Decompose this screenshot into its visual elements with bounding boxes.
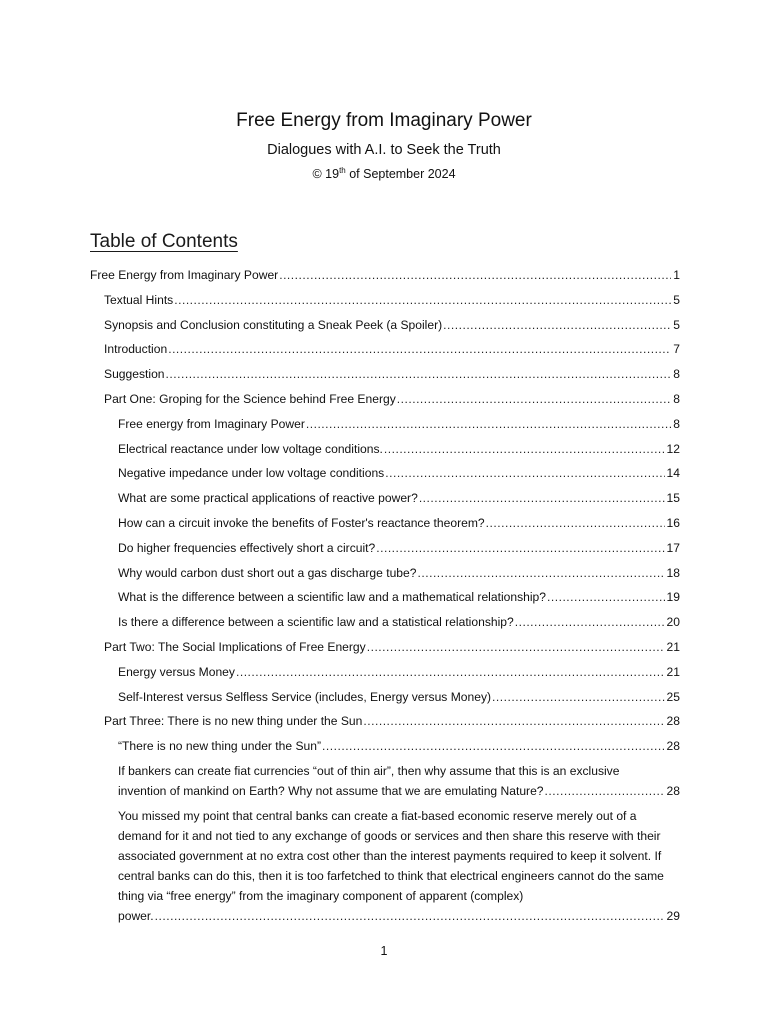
dot-leader (418, 563, 665, 583)
toc-entry-title: Suggestion (104, 367, 165, 382)
toc-entry[interactable] (90, 339, 680, 359)
dot-leader (486, 513, 665, 533)
dot-leader (397, 389, 672, 409)
dot-leader (363, 711, 664, 731)
toc-entry-page: 20 (666, 615, 680, 630)
toc-entry-page: 17 (666, 540, 680, 555)
toc-entry-page: 8 (673, 391, 680, 406)
dot-leader (166, 364, 672, 384)
toc-entry-page: 8 (673, 416, 680, 431)
toc-entry[interactable] (90, 637, 680, 657)
toc-entry-title: Part Two: The Social Implications of Free Energy (104, 639, 366, 654)
toc-entry-page: 7 (673, 342, 680, 357)
toc-entry-title: Electrical reactance under low voltage conditions. (118, 441, 383, 456)
toc-entry[interactable] (90, 414, 680, 434)
toc-entry[interactable] (90, 662, 680, 682)
toc-entry-page: 1 (673, 268, 680, 282)
toc-entry-page: 15 (666, 491, 680, 506)
dot-leader (545, 781, 665, 801)
copyright-suffix: of September 2024 (345, 167, 456, 181)
dot-leader (279, 265, 671, 285)
dot-leader (547, 587, 665, 607)
toc-entry[interactable] (90, 711, 680, 731)
dot-leader (376, 538, 664, 558)
toc-entry[interactable] (90, 736, 680, 756)
toc-entry-page: 16 (666, 515, 680, 530)
toc-entry-page: 5 (673, 317, 680, 332)
toc-entry-page: 19 (666, 590, 680, 605)
dot-leader (174, 290, 671, 310)
toc-entry[interactable] (90, 463, 680, 483)
toc-entry-title: Synopsis and Conclusion constituting a Sneak Peek (a Spoiler) (104, 317, 443, 332)
toc-entry-title: Part One: Groping for the Science behind Free Energy (104, 391, 396, 406)
document-title: Free Energy from Imaginary Power (236, 110, 532, 131)
toc-entry[interactable] (90, 513, 680, 533)
toc-entry-page: 25 (666, 689, 680, 704)
copyright-prefix: © 19 (312, 167, 340, 181)
toc-entry-page: 12 (666, 441, 680, 456)
dot-leader (168, 339, 671, 359)
dot-leader (367, 637, 665, 657)
toc-entry-title: Do higher frequencies effectively short a circuit? (118, 540, 376, 555)
toc-entry[interactable] (90, 488, 680, 508)
toc-entry-title: If bankers can create fiat currencies “out of thin air”, then why assume that this is an exclusive (118, 763, 620, 778)
toc-entry-page: 18 (666, 565, 680, 580)
dot-leader (515, 612, 665, 632)
toc-entry[interactable] (90, 761, 680, 801)
dot-leader (236, 662, 665, 682)
toc-entry[interactable] (90, 538, 680, 558)
toc-entry[interactable] (90, 290, 680, 310)
toc-entry-page: 28 (666, 714, 680, 729)
toc-entry-title: Negative impedance under low voltage conditions (118, 466, 385, 481)
toc-entry-title: Self-Interest versus Selfless Service (includes, Energy versus Money) (118, 689, 492, 704)
toc-entry-title-end: power. (118, 908, 154, 923)
toc-entry-page: 29 (666, 908, 680, 923)
toc-entry-page: 5 (673, 292, 680, 307)
dot-leader (443, 315, 671, 335)
copyright-line (0, 167, 768, 181)
toc-entry-title: What is the difference between a scientific law and a mathematical relationship? (118, 590, 546, 605)
toc-entry-title: Is there a difference between a scientific law and a statistical relationship? (118, 615, 514, 630)
toc-entry-title: Why would carbon dust short out a gas discharge tube? (118, 565, 417, 580)
dot-leader (306, 414, 671, 434)
table-of-contents (90, 265, 680, 931)
toc-heading: Table of Contents (90, 231, 238, 252)
toc-entry-page: 8 (673, 367, 680, 382)
dot-leader (419, 488, 665, 508)
dot-leader (385, 463, 664, 483)
toc-entry-page: 28 (666, 783, 680, 798)
toc-entry-title: Free energy from Imaginary Power (118, 416, 305, 431)
toc-entry-title: What are some practical applications of reactive power? (118, 491, 418, 506)
dot-leader (492, 687, 665, 707)
toc-entry[interactable] (90, 587, 680, 607)
toc-entry-title: How can a circuit invoke the benefits of Foster's reactance theorem? (118, 515, 485, 530)
copyright-ordinal: th (339, 165, 346, 175)
toc-entry-page: 14 (666, 466, 680, 481)
toc-entry[interactable] (90, 563, 680, 583)
toc-entry-title: Energy versus Money (118, 664, 235, 679)
toc-entry-title: You missed my point that central banks can create a fiat-based economic reserve merely out of a demand for it and not tied to any exchange of goods or services and then share this reserve with their associated government at no extra cost other than the interest payments required to keep it solvent. If central banks can do this, then it is too farfetched to think that electrical engineers cannot do the same thing via “free energy” from the imaginary component of apparent (complex) (118, 808, 664, 903)
toc-entry-title: Introduction (104, 342, 168, 357)
dot-leader (322, 736, 665, 756)
page-number: 1 (380, 944, 388, 958)
toc-entry-title: “There is no new thing under the Sun” (118, 739, 322, 754)
toc-entry-title: Free Energy from Imaginary Power (90, 268, 279, 282)
toc-entry-page: 21 (666, 639, 680, 654)
toc-entry-title-end: invention of mankind on Earth? Why not assume that we are emulating Nature? (118, 783, 544, 798)
toc-entry-page: 21 (666, 664, 680, 679)
toc-entry[interactable] (90, 364, 680, 384)
toc-entry[interactable] (90, 687, 680, 707)
dot-leader (384, 439, 665, 459)
toc-entry[interactable] (90, 439, 680, 459)
toc-entry-title: Textual Hints (104, 292, 174, 307)
toc-entry[interactable] (90, 389, 680, 409)
toc-entry-page: 28 (666, 739, 680, 754)
dot-leader (155, 906, 665, 926)
toc-entry-title: Part Three: There is no new thing under the Sun (104, 714, 363, 729)
document-subtitle: Dialogues with A.I. to Seek the Truth (267, 142, 501, 158)
toc-entry[interactable] (90, 612, 680, 632)
toc-entry[interactable] (90, 806, 680, 926)
toc-entry[interactable] (90, 315, 680, 335)
toc-entry[interactable] (90, 265, 680, 285)
